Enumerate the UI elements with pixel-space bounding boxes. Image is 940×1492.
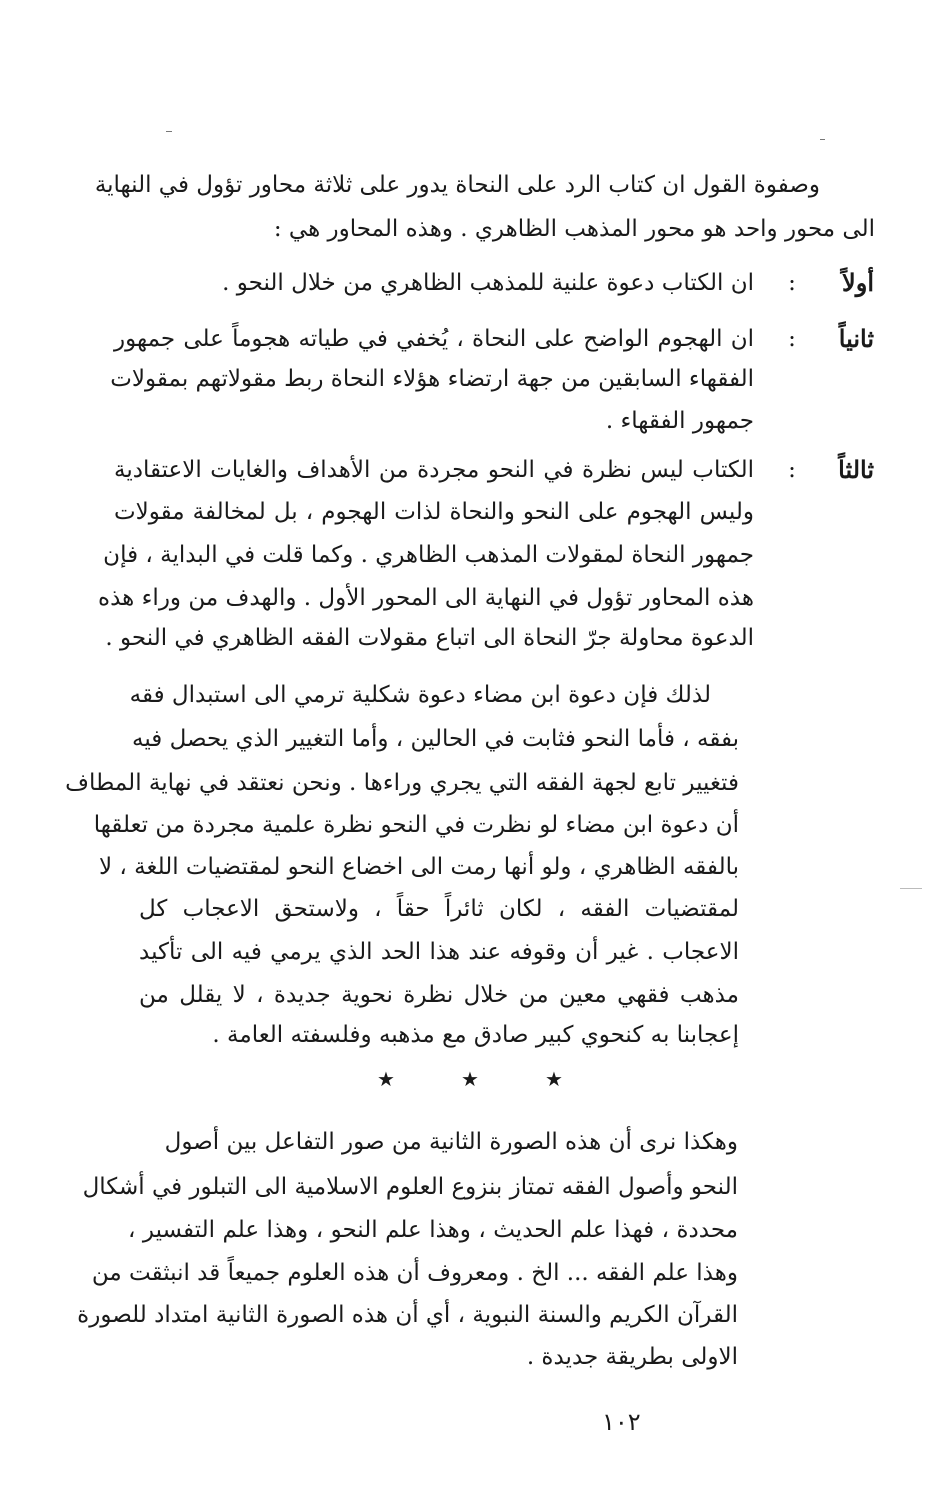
point-colon: : (788, 270, 796, 296)
point-line: وليس الهجوم على النحو والنحاة لذات الهجوم ، بل لمخالفة مقولات (114, 499, 754, 525)
scan-speck (820, 139, 825, 140)
point-label: ثانياً (838, 324, 874, 353)
section-separator (0, 1064, 940, 1094)
paragraph-line: النحو وأصول الفقه تمتاز بنزوع العلوم الاسلامية الى التبلور في أشكال (82, 1174, 738, 1200)
point-line: جمهور الفقهاء . (605, 408, 754, 434)
point-line: الفقهاء السابقين من جهة ارتضاء هؤلاء النحاة ربط مقولاتهم بمقولات (110, 366, 754, 392)
paragraph-line: الاعجاب . غير أن وقوفه عند هذا الحد الذي يرمي فيه الى تأكيد (139, 939, 739, 965)
point-label: ثالثاً (838, 455, 874, 484)
point-colon: : (788, 326, 796, 352)
paragraph-line: إعجابنا به كنحوي كبير صادق مع مذهبه وفلسفته العامة . (212, 1022, 739, 1048)
scan-speck (900, 888, 922, 889)
point-line: الدعوة محاولة جرّ النحاة الى اتباع مقولات الفقه الظاهري في النحو . (105, 625, 754, 651)
paragraph-line: مذهب فقهي معين من خلال نظرة نحوية جديدة ، لا يقلل من (139, 982, 739, 1008)
paragraph-line: أن دعوة ابن مضاء لو نظرت في النحو نظرة علمية مجردة من تعلقها (93, 812, 739, 838)
paragraph-line: بفقه ، فأما النحو فثابت في الحالين ، وأما التغيير الذي يحصل فيه (132, 726, 739, 752)
point-line: هذه المحاور تؤول في النهاية الى المحور الأول . والهدف من وراء هذه (98, 585, 754, 611)
intro-line: وصفوة القول ان كتاب الرد على النحاة يدور على ثلاثة محاور تؤول في النهاية (94, 172, 820, 198)
point-line: جمهور النحاة لمقولات المذهب الظاهري . وكما قلت في البداية ، فإن (103, 542, 754, 568)
point-line: ان الكتاب دعوة علنية للمذهب الظاهري من خلال النحو . (222, 270, 754, 296)
point-label: أولاً (842, 268, 874, 297)
point-colon: : (788, 457, 796, 483)
page-number: ١٠٢ (602, 1408, 641, 1436)
point-line: الكتاب ليس نظرة في النحو مجردة من الأهداف والغايات الاعتقادية (114, 457, 754, 483)
paragraph-line: بالفقه الظاهري ، ولو أنها رمت الى اخضاع النحو لمقتضيات اللغة ، لا (98, 854, 739, 880)
paragraph-line: الاولى بطريقة جديدة . (526, 1344, 738, 1370)
paragraph-line: فتغيير تابع لجهة الفقه التي يجري وراءها . ونحن نعتقد في نهاية المطاف (65, 770, 739, 796)
paragraph-line: لذلك فإن دعوة ابن مضاء دعوة شكلية ترمي الى استبدال فقه (129, 682, 711, 708)
scan-speck (166, 131, 172, 132)
star-icon: ★ (545, 1067, 563, 1091)
intro-line: الى محور واحد هو محور المذهب الظاهري . وهذه المحاور هي : (273, 216, 875, 242)
paragraph-line: وهذا علم الفقه ... الخ . ومعروف أن هذه العلوم جميعاً قد انبثقت من (91, 1260, 738, 1286)
star-icon: ★ (377, 1067, 395, 1091)
point-line: ان الهجوم الواضح على النحاة ، يُخفي في طياته هجوماً على جمهور (114, 326, 754, 352)
paragraph-line: محددة ، فهذا علم الحديث ، وهذا علم النحو ، وهذا علم التفسير ، (128, 1217, 738, 1243)
paragraph-line: القرآن الكريم والسنة النبوية ، أي أن هذه الصورة الثانية امتداد للصورة (77, 1302, 738, 1328)
paragraph-line: وهكذا نرى أن هذه الصورة الثانية من صور التفاعل بين أصول (164, 1129, 738, 1155)
star-icon: ★ (461, 1067, 479, 1091)
paragraph-line: لمقتضيات الفقه ، لكان ثائراً حقاً ، ولاستحق الاعجاب كل (139, 896, 739, 922)
